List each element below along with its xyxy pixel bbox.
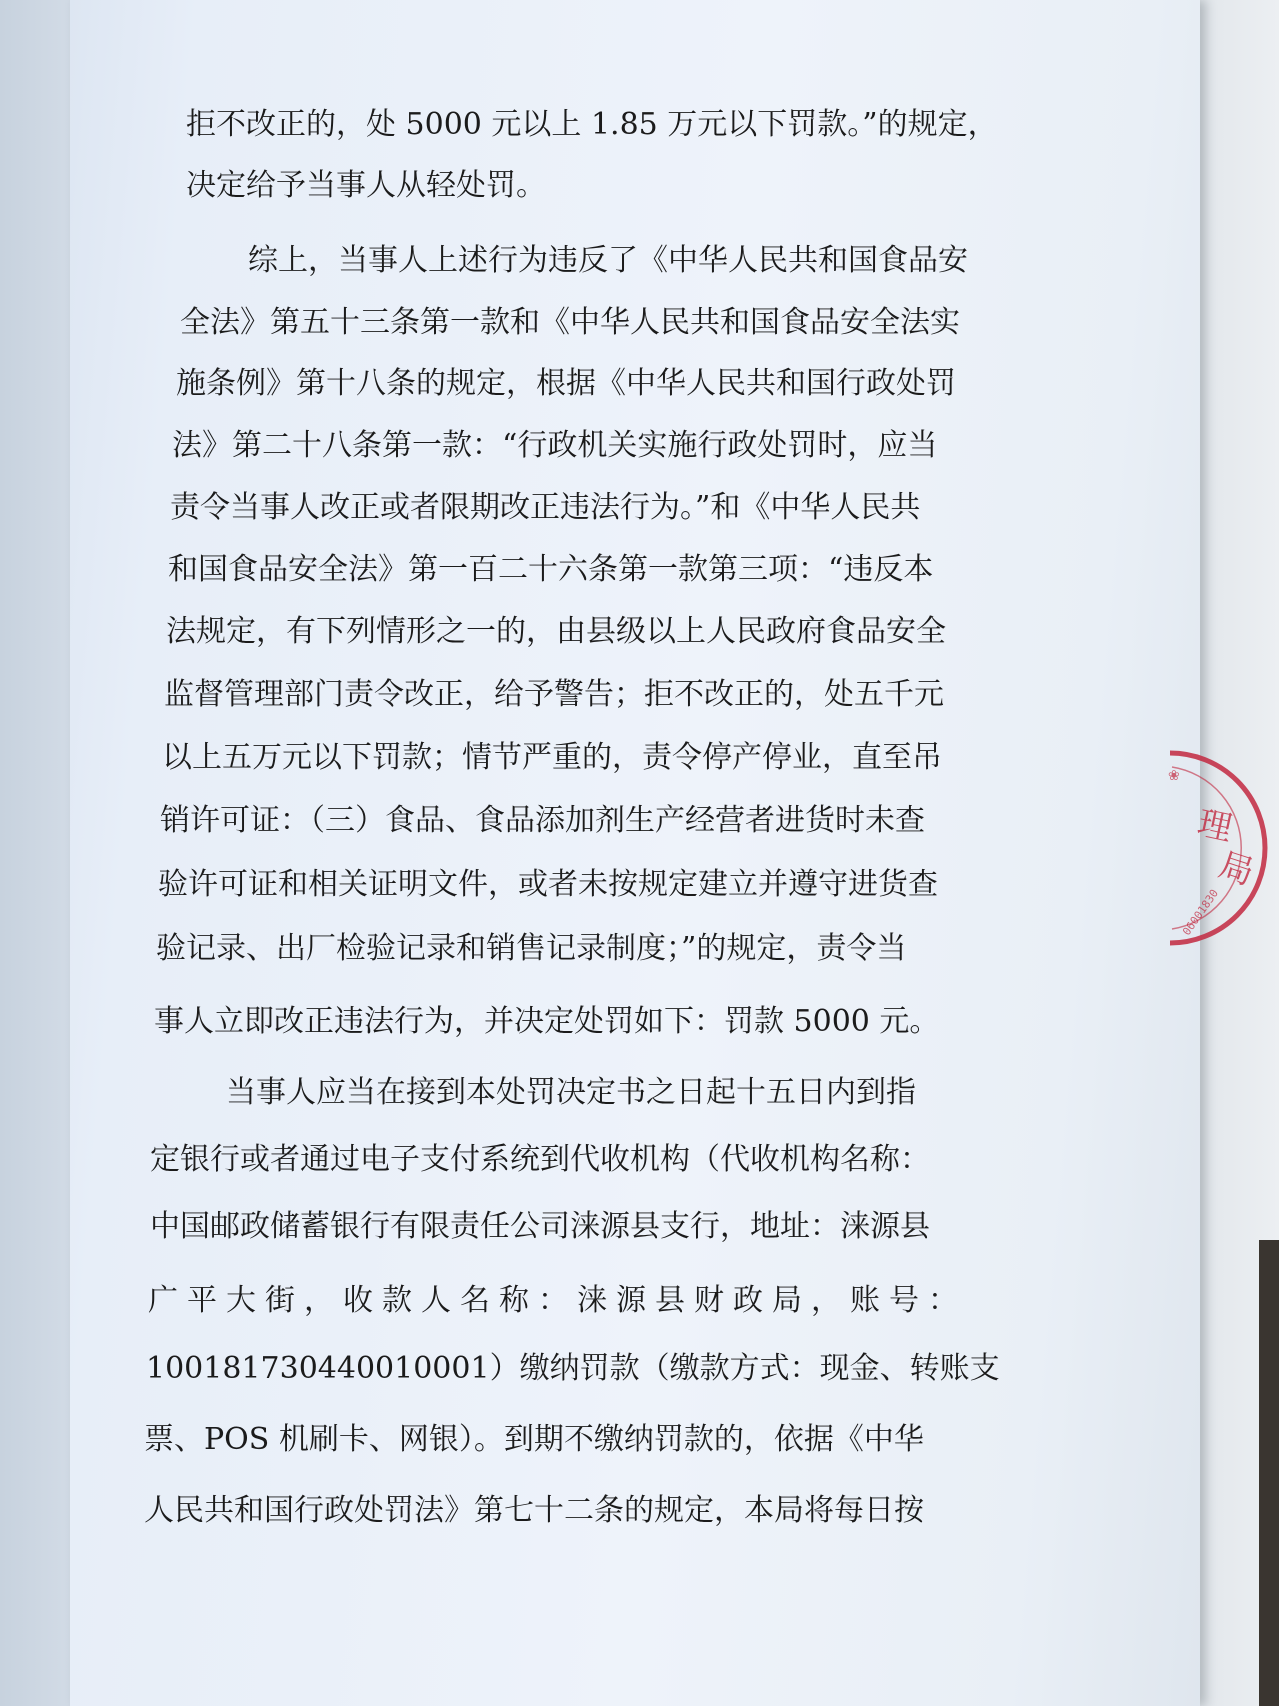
text-line: 和国食品安全法》第一百二十六条第一款第三项：“违反本	[168, 552, 934, 587]
text-line: 以上五万元以下罚款；情节严重的，责令停产停业，直至吊	[162, 740, 942, 775]
seal-fragment-char: 理	[1193, 803, 1236, 850]
text-line: 验记录、出厂检验记录和销售记录制度；”的规定，责令当	[156, 931, 907, 966]
seal-outer-ring	[1170, 753, 1265, 943]
text-line: 人民共和国行政处罚法》第七十二条的规定，本局将每日按	[144, 1493, 924, 1528]
seal-code: 06001830	[1180, 886, 1222, 938]
seal-edge-text: ❀	[1168, 768, 1180, 784]
text-line: 全法》第五十三条第一款和《中华人民共和国食品安全法实	[180, 305, 960, 340]
text-line: 中国邮政储蓄银行有限责任公司涞源县支行，地址：涞源县	[150, 1209, 930, 1244]
text-line: 验许可证和相关证明文件，或者未按规定建立并遵守进货查	[158, 867, 938, 902]
text-line: 定银行或者通过电子支付系统到代收机构（代收机构名称：	[150, 1142, 930, 1177]
text-line: 票、POS 机刷卡、网银）。到期不缴纳罚款的，依据《中华	[144, 1422, 924, 1457]
official-seal-stamp	[1150, 745, 1279, 955]
text-line: 100181730440010001）缴纳罚款（缴款方式：现金、转账支	[146, 1351, 1000, 1386]
text-line: 拒不改正的，处 5000 元以上 1.85 万元以下罚款。”的规定，	[186, 107, 998, 142]
seal-char: 局	[1213, 844, 1259, 894]
text-line: 销许可证：（三）食品、食品添加剂生产经营者进货时未查	[160, 803, 925, 838]
text-line: 当事人应当在接到本处罚决定书之日起十五日内到指	[226, 1075, 916, 1110]
text-line: 法》第二十八条第一款：“行政机关实施行政处罚时，应当	[172, 428, 938, 463]
text-line: 施条例》第十八条的规定，根据《中华人民共和国行政处罚	[176, 366, 956, 401]
text-line: 法规定，有下列情形之一的，由县级以上人民政府食品安全	[166, 614, 946, 649]
text-line: 决定给予当事人从轻处罚。	[186, 168, 546, 203]
text-line: 事人立即改正违法行为，并决定处罚如下：罚款 5000 元。	[154, 1004, 940, 1039]
text-line: 责令当事人改正或者限期改正违法行为。”和《中华人民共	[170, 490, 921, 525]
text-line: 监督管理部门责令改正，给予警告；拒不改正的，处五千元	[164, 677, 944, 712]
text-line: 综上，当事人上述行为违反了《中华人民共和国食品安	[248, 243, 968, 278]
text-line: 广平大街，收款人名称：涞源县财政局，账号：	[148, 1283, 967, 1318]
